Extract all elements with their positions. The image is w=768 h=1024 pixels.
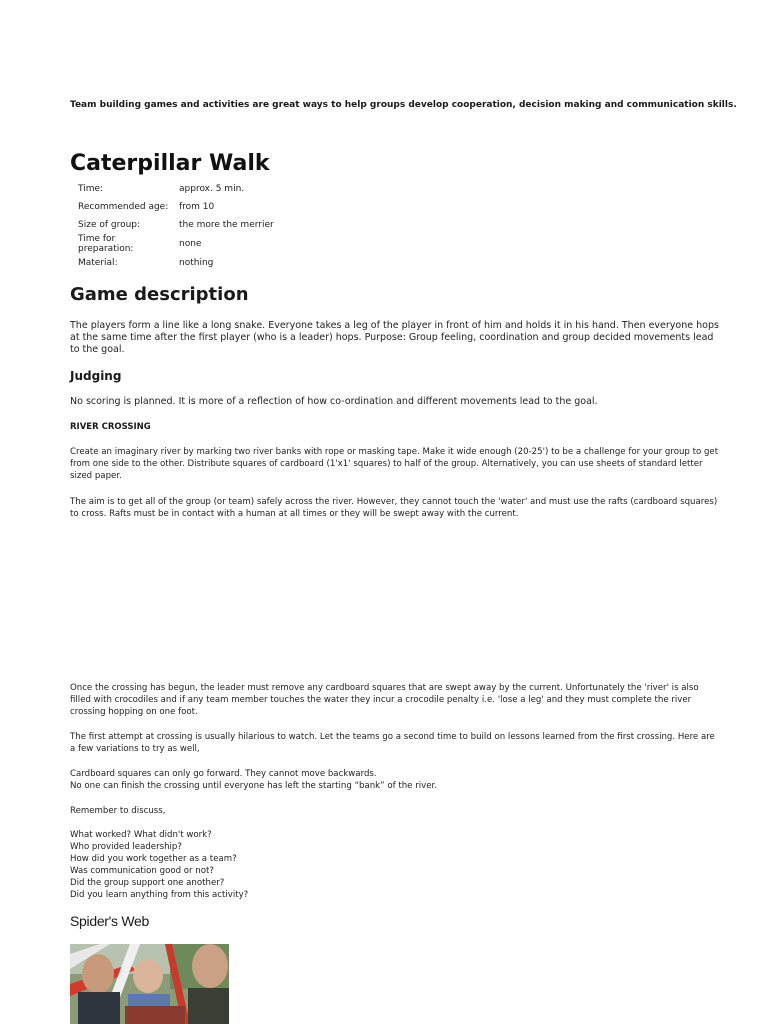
discuss-intro: Remember to discuss,	[70, 806, 166, 816]
discussion-question: Was communication good or not?	[70, 866, 214, 876]
game-description-text: The players form a line like a long snake. Everyone takes a leg of the player in front of him and holds it in his hand. Then everyone hops at the same time after the first player (who is a leader) hops. Purpose: Group feeling, coordination and group decided movements lead to the goal.	[70, 320, 719, 355]
fact-label: Time:	[78, 184, 104, 194]
discussion-question: Did the group support one another?	[70, 878, 225, 888]
facts-row	[74, 234, 278, 254]
facts-row	[74, 180, 278, 198]
fact-value: the more the merrier	[179, 220, 274, 230]
spiders-web-photo	[70, 944, 229, 1024]
discussion-question: Who provided leadership?	[70, 842, 182, 852]
facts-row	[74, 198, 278, 216]
river-crossing-paragraph: The first attempt at crossing is usually hilarious to watch. Let the teams go a second time to build on lessons learned from the first crossing. Here are a few variations to try as well,	[70, 732, 715, 754]
spiders-web-heading: Spider's Web	[70, 913, 149, 929]
variation-line: No one can finish the crossing until everyone has left the starting “bank” of the river.	[70, 781, 437, 791]
facts-table	[74, 180, 278, 272]
river-crossing-heading: RIVER CROSSING	[70, 422, 151, 432]
fact-label: Time for preparation:	[78, 234, 134, 254]
facts-row	[74, 254, 278, 272]
photo-illustration	[70, 944, 229, 1024]
discussion-question: How did you work together as a team?	[70, 854, 237, 864]
fact-label: Size of group:	[78, 220, 141, 230]
intro-text: Team building games and activities are great ways to help groups develop cooperation, decision making and communication skills.	[70, 100, 737, 110]
fact-value: nothing	[179, 258, 214, 268]
judging-heading: Judging	[70, 369, 122, 383]
judging-text: No scoring is planned. It is more of a reflection of how co-ordination and different movements lead to the goal.	[70, 396, 598, 407]
page-title: Caterpillar Walk	[70, 151, 270, 176]
river-crossing-paragraph: The aim is to get all of the group (or team) safely across the river. However, they cannot touch the 'water' and must use the rafts (cardboard squares) to cross. Rafts must be in contact with a human at all times or they will be swept away with the current.	[70, 497, 718, 519]
variation-line: Cardboard squares can only go forward. They cannot move backwards.	[70, 769, 377, 779]
fact-label: Material:	[78, 258, 118, 268]
discussion-question: What worked? What didn't work?	[70, 830, 212, 840]
fact-value: none	[179, 239, 202, 249]
facts-row	[74, 216, 278, 234]
river-crossing-paragraph: Create an imaginary river by marking two river banks with rope or masking tape. Make it wide enough (20-25') to be a challenge for your group to get from one side to the other. Distribute squares of cardboard (1'x1' squares) to half of the group. Alternatively, you can use sheets of standard letter sized paper.	[70, 447, 719, 481]
river-crossing-paragraph: Once the crossing has begun, the leader must remove any cardboard squares that are swept away by the current. Unfortunately the 'river' is also filled with crocodiles and if any team member touches the water they incur a crocodile penalty i.e. 'lose a leg' and they must complete the river crossing hopping on one foot.	[70, 683, 699, 717]
fact-label: Recommended age:	[78, 202, 169, 212]
discussion-question: Did you learn anything from this activity?	[70, 890, 249, 900]
fact-value: from 10	[179, 202, 215, 212]
fact-value: approx. 5 min.	[179, 184, 245, 194]
game-description-heading: Game description	[70, 284, 249, 305]
